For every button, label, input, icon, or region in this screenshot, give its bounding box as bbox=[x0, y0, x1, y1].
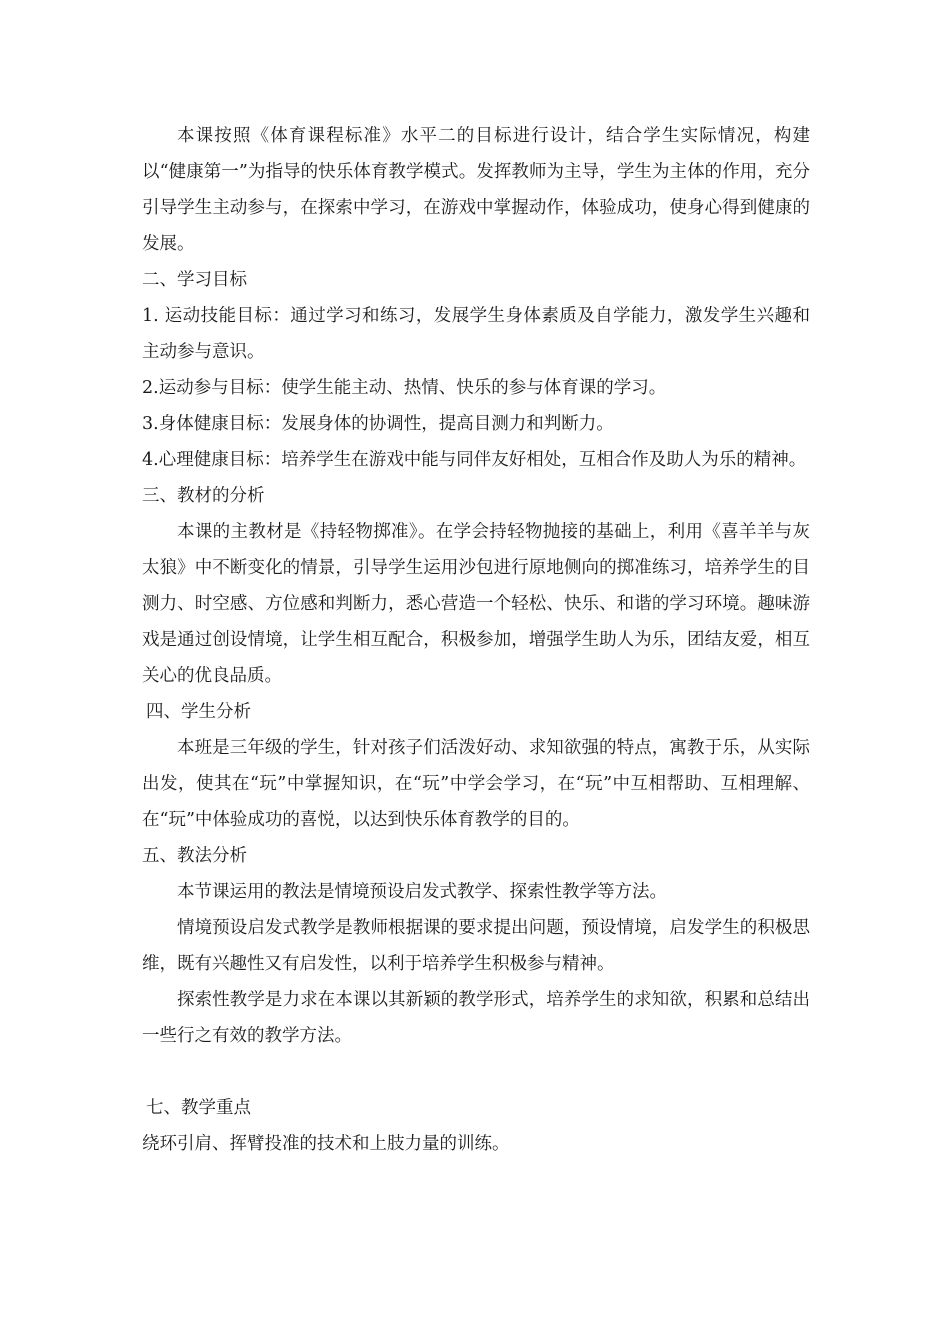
document-body bbox=[142, 118, 810, 1162]
heading-method-analysis: 五、教法分析 bbox=[142, 846, 247, 866]
intro-paragraph: 本课按照《体育课程标准》水平二的目标进行设计，结合学生实际情况，构建以“健康第一”为指导的快乐体育教学模式。发挥教师为主导，学生为主体的作用，充分引导学生主动参与，在探索中学习，在游戏中掌握动作，体验成功，使身心得到健康的发展。 bbox=[142, 126, 810, 254]
heading-learning-goals: 二、学习目标 bbox=[142, 270, 247, 290]
heading-student-analysis: 四、学生分析 bbox=[146, 702, 251, 722]
method-paragraph-overview: 本节课运用的教法是情境预设启发式教学、探索性教学等方法。 bbox=[177, 882, 667, 902]
teaching-focus-text: 绕环引肩、挥臂投准的技术和上肢力量的训练。 bbox=[142, 1134, 510, 1154]
method-paragraph-exploratory: 探索性教学是力求在本课以其新颖的教学形式，培养学生的求知欲，积累和总结出一些行之有效的教学方法。 bbox=[142, 990, 810, 1046]
goal-item-motor-skills: 1. 运动技能目标：通过学习和练习，发展学生身体素质及自学能力，激发学生兴趣和主动参与意识。 bbox=[142, 306, 810, 362]
material-analysis-paragraph: 本课的主教材是《持轻物掷准》。在学会持轻物抛接的基础上，利用《喜羊羊与灰太狼》中不断变化的情景，引导学生运用沙包进行原地侧向的掷准练习，培养学生的目测力、时空感、方位感和判断力，悉心营造一个轻松、快乐、和谐的学习环境。趣味游戏是通过创设情境，让学生相互配合，积极参加，增强学生助人为乐，团结友爱，相互关心的优良品质。 bbox=[142, 522, 810, 686]
goal-item-physical-health: 3.身体健康目标：发展身体的协调性，提高目测力和判断力。 bbox=[142, 414, 614, 434]
heading-teaching-focus: 七、教学重点 bbox=[146, 1098, 251, 1118]
section-spacer bbox=[142, 1054, 810, 1090]
goal-item-mental-health: 4.心理健康目标：培养学生在游戏中能与同伴友好相处，互相合作及助人为乐的精神。 bbox=[142, 450, 807, 470]
heading-material-analysis: 三、教材的分析 bbox=[142, 486, 265, 506]
student-analysis-paragraph: 本班是三年级的学生，针对孩子们活泼好动、求知欲强的特点，寓教于乐，从实际出发，使其在“玩”中掌握知识，在“玩”中学会学习，在“玩”中互相帮助、互相理解、在“玩”中体验成功的喜悦，以达到快乐体育教学的目的。 bbox=[142, 738, 810, 830]
method-paragraph-heuristic: 情境预设启发式教学是教师根据课的要求提出问题，预设情境，启发学生的积极思维，既有兴趣性又有启发性，以利于培养学生积极参与精神。 bbox=[142, 918, 810, 974]
goal-item-participation: 2.运动参与目标：使学生能主动、热情、快乐的参与体育课的学习。 bbox=[142, 378, 667, 398]
